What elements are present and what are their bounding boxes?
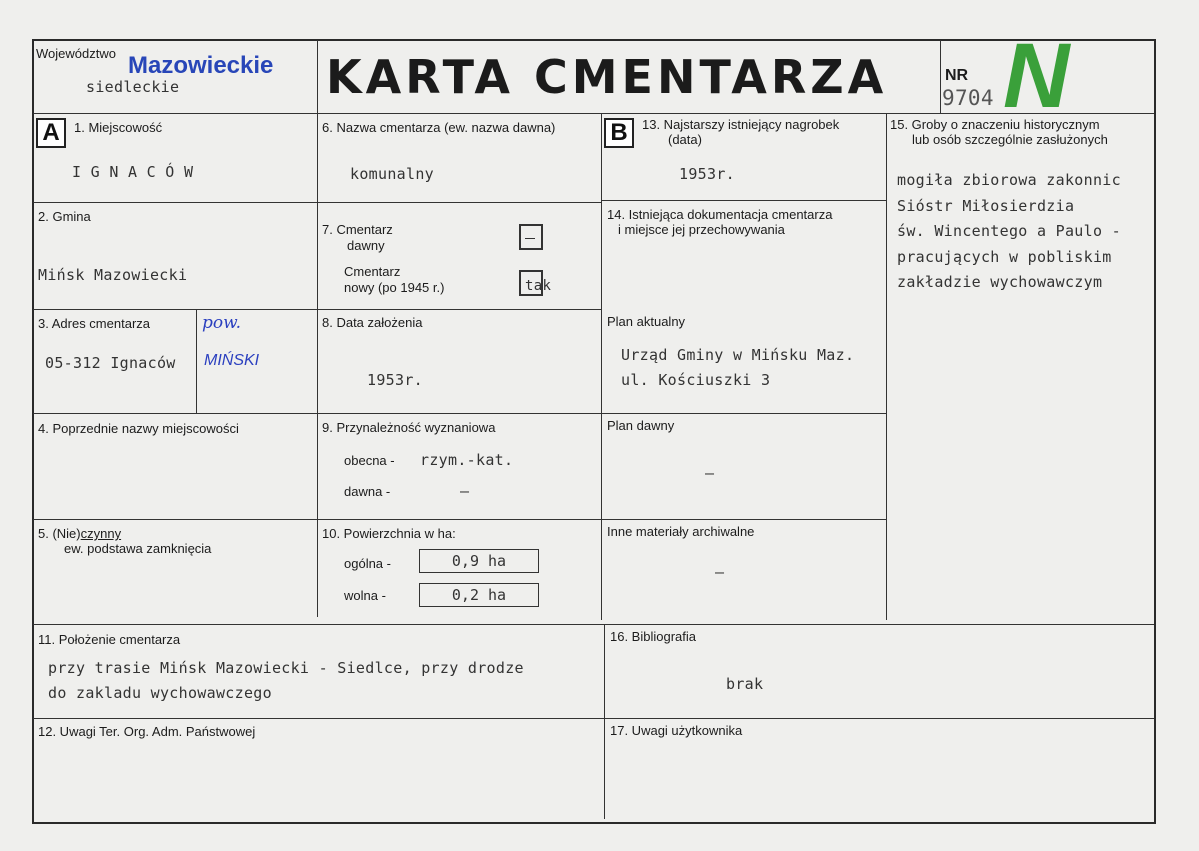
f3-value: 05-312 Ignaców: [45, 354, 176, 372]
plan-dawny-label: Plan dawny: [607, 418, 675, 433]
f3-pow-label: pow.: [202, 313, 242, 333]
divider: [604, 624, 605, 819]
f6-value: komunalny: [350, 165, 434, 183]
f11-line-2: do zakladu wychowawczego: [48, 684, 272, 702]
f15-line: Sióstr Miłosierdzia: [897, 197, 1075, 215]
divider: [33, 113, 1154, 114]
f11-line-1: przy trasie Mińsk Mazowiecki - Siedlce, przy drodze: [48, 659, 524, 677]
f1-value: I G N A C Ó W: [72, 163, 194, 181]
green-n-mark: N: [1003, 25, 1070, 127]
plan-aktualny-label: Plan aktualny: [607, 314, 686, 329]
f7-nowy-sublabel: nowy (po 1945 r.): [344, 280, 445, 295]
section-a-letter: A: [36, 118, 66, 148]
nr-value: 9704: [942, 86, 994, 110]
f10-label: 10. Powierzchnia w ha:: [322, 526, 456, 541]
wojewodztwo-label: Województwo: [36, 46, 116, 61]
f10-ogolna-label: ogólna -: [344, 556, 391, 571]
divider: [33, 519, 602, 520]
f6-label: 6. Nazwa cmentarza (ew. nazwa dawna): [322, 120, 556, 135]
f16-value: brak: [726, 675, 764, 693]
f10-wolna-value: 0,2 ha: [419, 583, 539, 607]
divider: [33, 624, 1154, 625]
f15-label: 15. Groby o znaczeniu historycznym: [890, 117, 1100, 132]
f9-label: 9. Przynależność wyznaniowa: [322, 420, 496, 435]
f15-line: zakładzie wychowawczym: [897, 273, 1103, 291]
plan-aktualny-line-1: Urząd Gminy w Mińsku Maz.: [621, 346, 855, 364]
f8-label: 8. Data założenia: [322, 315, 423, 330]
f10-wolna-label: wolna -: [344, 588, 386, 603]
f5-label: [38, 526, 121, 541]
divider: [601, 113, 602, 620]
f7-nowy-label: Cmentarz: [344, 264, 401, 279]
f8-value: 1953r.: [367, 371, 423, 389]
f11-label: 11. Położenie cmentarza: [38, 632, 181, 647]
section-b-letter: B: [604, 118, 634, 148]
f13-label: 13. Najstarszy istniejący nagrobek: [642, 117, 840, 132]
card-title: KARTA CMENTARZA: [326, 50, 888, 104]
f17-label: 17. Uwagi użytkownika: [610, 723, 743, 738]
divider: [33, 718, 1154, 719]
f7-dawny-checkbox[interactable]: [519, 224, 543, 250]
divider: [886, 113, 887, 620]
f12-label: 12. Uwagi Ter. Org. Adm. Państwowej: [38, 724, 256, 739]
divider: [33, 202, 602, 203]
f3-label: 3. Adres cmentarza: [38, 316, 150, 331]
divider: [33, 309, 602, 310]
f7-nowy-value: tak: [525, 278, 552, 294]
inne-materialy-value: –: [715, 563, 725, 581]
f2-label: 2. Gmina: [38, 209, 91, 224]
f9-dawna-value: –: [460, 482, 470, 500]
f15-sublabel: lub osób szczególnie zasłużonych: [912, 132, 1108, 147]
f3-pow-value: MIŃSKI: [204, 352, 260, 369]
f2-value: Mińsk Mazowiecki: [38, 266, 188, 284]
f14-label: 14. Istniejąca dokumentacja cmentarza: [607, 207, 833, 222]
f9-obecna-value: rzym.-kat.: [420, 451, 514, 469]
wojewodztwo-old: siedleckie: [86, 78, 180, 96]
f15-line: mogiła zbiorowa zakonnic: [897, 171, 1121, 189]
divider: [602, 200, 887, 201]
f16-label: 16. Bibliografia: [610, 629, 696, 644]
f1-label: 1. Miejscowość: [74, 120, 163, 135]
f14-sublabel: i miejsce jej przechowywania: [618, 222, 785, 237]
f4-label: 4. Poprzednie nazwy miejscowości: [38, 421, 239, 436]
f15-line: pracujących w pobliskim: [897, 248, 1112, 266]
nr-label: NR: [945, 67, 969, 84]
f10-ogolna-value: 0,9 ha: [419, 549, 539, 573]
f7-label: 7. Cmentarz: [322, 222, 393, 237]
f5-sublabel: ew. podstawa zamknięcia: [64, 541, 212, 556]
f5-label-status: czynny: [80, 526, 122, 541]
f9-obecna-label: obecna -: [344, 453, 395, 468]
divider: [940, 40, 941, 113]
plan-dawny-value: –: [705, 464, 715, 482]
divider: [602, 519, 887, 520]
f13-sublabel: (data): [668, 132, 702, 147]
f15-line: św. Wincentego a Paulo -: [897, 222, 1121, 240]
f9-dawna-label: dawna -: [344, 484, 391, 499]
f5-label-prefix: 5. (Nie): [38, 526, 81, 541]
f7-dawny-label: dawny: [347, 238, 385, 253]
f13-value: 1953r.: [679, 165, 735, 183]
divider: [196, 309, 197, 413]
divider: [317, 40, 318, 617]
wojewodztwo-value: Mazowieckie: [128, 52, 274, 79]
inne-materialy-label: Inne materiały archiwalne: [607, 524, 755, 539]
divider: [33, 413, 887, 414]
plan-aktualny-line-2: ul. Kościuszki 3: [621, 371, 771, 389]
